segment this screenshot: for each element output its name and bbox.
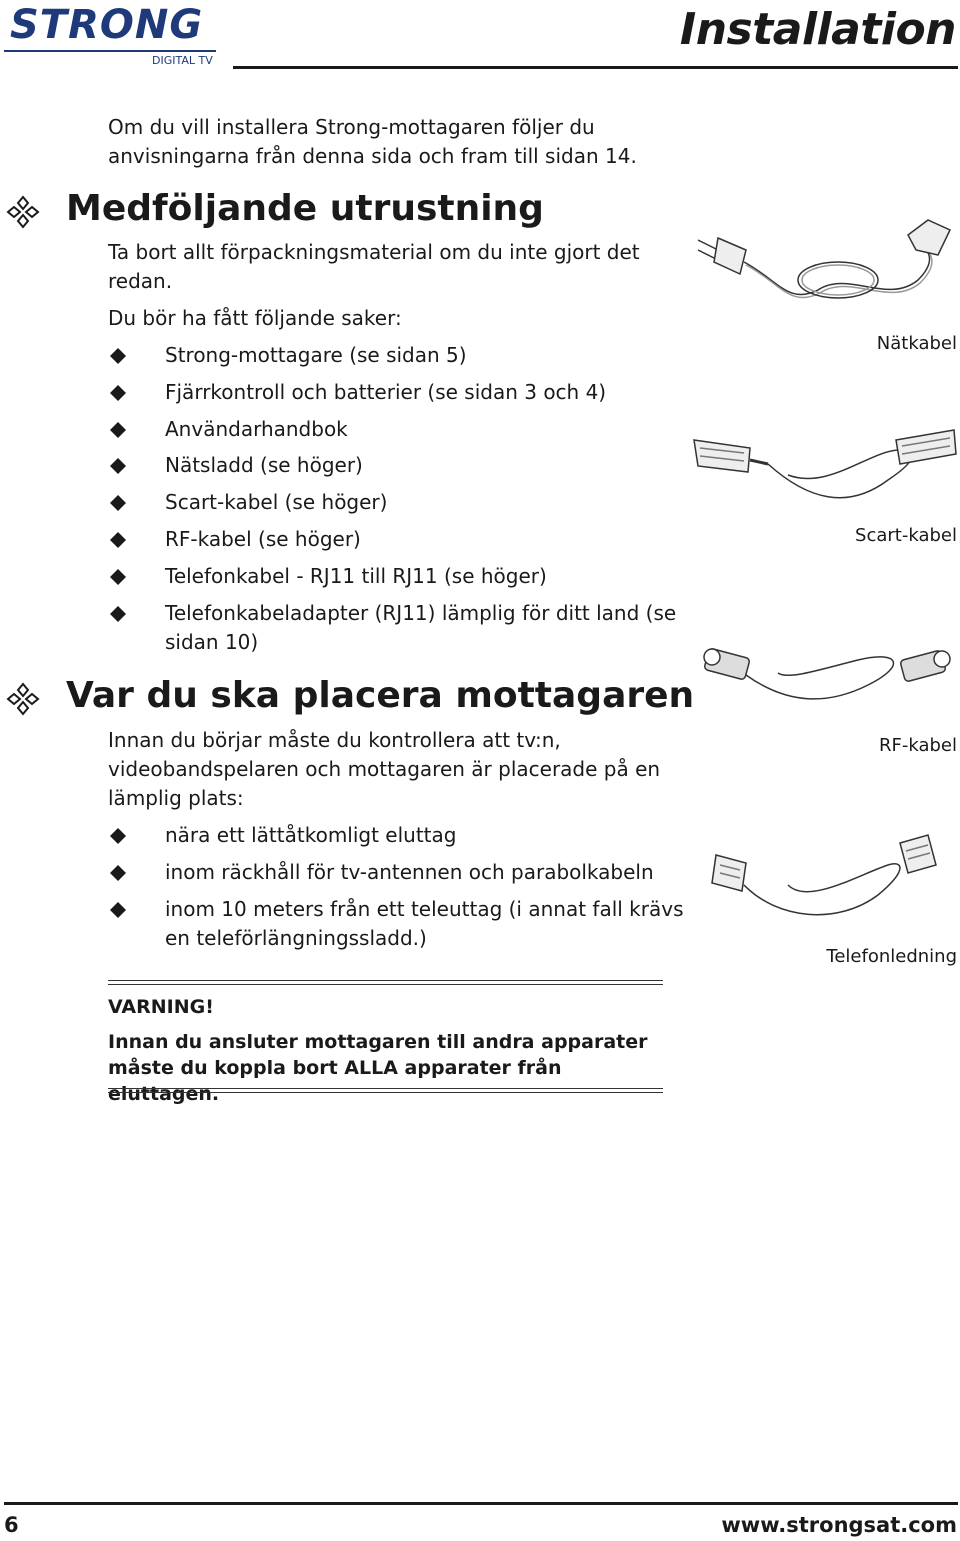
placement-list-item: inom 10 meters från ett teleuttag (i annat fall krävs en teleförlängningssladd.) [165, 897, 684, 950]
page-title: Installation [679, 4, 956, 55]
phone-cable-label: Telefonledning [826, 946, 957, 967]
remove-packaging-text: Ta bort allt förpackningsmaterial om du inte gjort det redan. [108, 240, 640, 293]
received-items-intro: Du bör ha fått följande saker: [108, 306, 402, 330]
logo-wordmark: STRONG [10, 2, 204, 48]
scart-cable-illustration [688, 420, 960, 520]
equipment-list-item: Nätsladd (se höger) [165, 453, 363, 477]
placement-list-item: nära ett lättåtkomligt eluttag [165, 823, 457, 847]
power-cable-label: Nätkabel [876, 333, 957, 354]
page-number: 6 [4, 1513, 19, 1537]
warning-rule-bottom [108, 1088, 663, 1089]
section-diamond-icon [6, 195, 40, 229]
section-title-equipment: Medföljande utrustning [66, 188, 544, 229]
logo-underline [4, 50, 216, 52]
section-title-placement: Var du ska placera mottagaren [66, 675, 695, 716]
warning-rule-bottom [108, 1092, 663, 1093]
footer-url: www.strongsat.com [721, 1513, 957, 1537]
equipment-list-item: Fjärrkontroll och batterier (se sidan 3 och 4) [165, 380, 607, 404]
bullet-diamond-icon [108, 530, 128, 550]
bullet-diamond-icon [108, 567, 128, 587]
bullet-diamond-icon [108, 604, 128, 624]
intro-text: Om du vill installera Strong-mottagaren följer du anvisningarna från denna sida och fram till sidan 14. [108, 115, 637, 168]
section-diamond-icon [6, 682, 40, 716]
equipment-list-item: Telefonkabeladapter (RJ11) lämplig för ditt land (se sidan 10) [165, 601, 677, 654]
warning-rule-top [108, 980, 663, 981]
bullet-diamond-icon [108, 456, 128, 476]
bullet-diamond-icon [108, 900, 128, 920]
rf-cable-illustration [688, 635, 960, 735]
placement-intro: Innan du börjar måste du kontrollera att tv:n, videobandspelaren och mottagaren är placerade på en lämplig plats: [108, 728, 661, 810]
equipment-list-item: Scart-kabel (se höger) [165, 490, 388, 514]
equipment-list-item: Telefonkabel - RJ11 till RJ11 (se höger) [165, 564, 547, 588]
phone-cable-illustration [688, 825, 960, 935]
equipment-list-item: RF-kabel (se höger) [165, 527, 361, 551]
equipment-list-item: Strong-mottagare (se sidan 5) [165, 343, 467, 367]
bullet-diamond-icon [108, 383, 128, 403]
scart-cable-label: Scart-kabel [855, 525, 957, 546]
equipment-list-item: Användarhandbok [165, 417, 348, 441]
footer-divider [4, 1502, 958, 1505]
bullet-diamond-icon [108, 420, 128, 440]
warning-title: VARNING! [108, 996, 214, 1018]
rf-cable-label: RF-kabel [879, 735, 957, 756]
warning-rule-top [108, 984, 663, 985]
header-divider [233, 66, 958, 69]
bullet-diamond-icon [108, 863, 128, 883]
bullet-diamond-icon [108, 346, 128, 366]
logo-subtext: DIGITAL TV [152, 54, 213, 67]
strong-logo [4, 2, 219, 68]
placement-list-item: inom räckhåll för tv-antennen och parabolkabeln [165, 860, 654, 884]
power-cable-illustration [688, 210, 960, 320]
bullet-diamond-icon [108, 826, 128, 846]
bullet-diamond-icon [108, 493, 128, 513]
warning-text: Innan du ansluter mottagaren till andra apparater måste du koppla bort ALLA apparater från eluttagen. [108, 1031, 648, 1105]
